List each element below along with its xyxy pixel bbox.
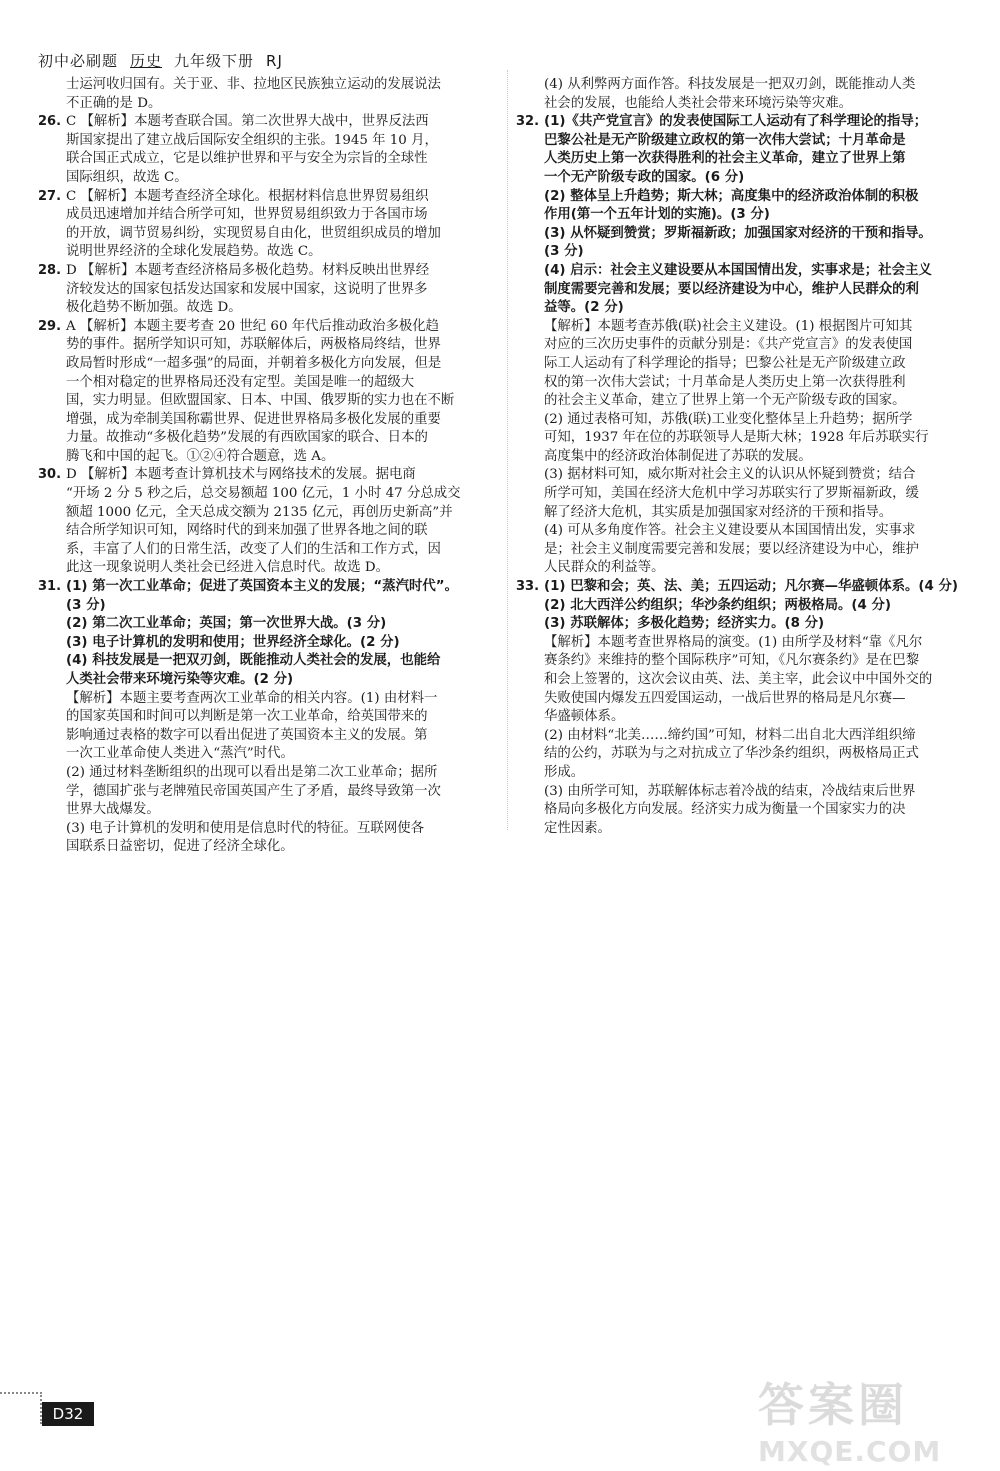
analysis-line: (2) 通过材料垄断组织的出现可以看出是第二次工业革命；据所 xyxy=(66,764,438,780)
analysis-line: 际工人运动有了科学理论的指导；巴黎公社是无产阶级建立政 xyxy=(544,355,906,371)
answer-block xyxy=(544,578,968,634)
analysis-line: 华盛顿体系。 xyxy=(544,709,625,725)
text-line: 济较发达的国家包括发达国家和发展中国家，这说明了世界多 xyxy=(66,281,428,297)
question-item xyxy=(40,466,495,578)
text-line: (4) 从利弊两方面作答。科技发展是一把双刃剑，既能推动人类 xyxy=(544,77,916,92)
answer-line: (1)《共产党宣言》的发表使国际工人运动有了科学理论的指导； xyxy=(544,114,928,130)
answer-line: (1) 第一次工业革命；促进了英国资本主义的发展；“蒸汽时代”。 xyxy=(66,579,458,595)
text-line: 结合所学知识可知，网络时代的到来加强了世界各地之间的联 xyxy=(66,523,428,539)
answer-line: (3) 从怀疑到赞赏；罗斯福新政；加强国家对经济的干预和指导。 xyxy=(544,225,932,241)
corner-dots xyxy=(0,1392,42,1424)
answer-line: 制度需要完善和发展；要以经济建设为中心，维护人民群众的利 xyxy=(544,281,919,297)
analysis-line: 是；社会主义制度需要完善和发展；要以经济建设为中心，维护 xyxy=(544,541,919,557)
answer-line: (2) 第二次工业革命；英国；第一次世界大战。(3 分) xyxy=(66,616,387,632)
question-33 xyxy=(518,578,968,838)
text-line: D 【解析】本题考查计算机技术与网络技术的发展。据电商 xyxy=(66,467,416,483)
watermark-title: 答案圈 xyxy=(758,1378,908,1432)
text-line: 力量。故推动“多极化趋势”发展的有西欧国家的联合、日本的 xyxy=(66,430,428,446)
text-line: 士运河收归国有。关于亚、非、拉地区民族独立运动的发展说法 xyxy=(66,77,441,92)
question-32 xyxy=(518,113,968,578)
text-line: 系，丰富了人们的日常生活，改变了人们的生活和工作方式，因 xyxy=(66,541,441,557)
analysis-line: (3) 据材料可知，威尔斯对社会主义的认识从怀疑到赞赏；结合 xyxy=(544,467,916,483)
text-line: C 【解析】本题考查联合国。第二次世界大战中，世界反法西 xyxy=(66,114,429,130)
text-line: 此这一现象说明人类社会已经进入信息时代。故选 D。 xyxy=(66,560,389,576)
analysis-line: (2) 由材料“北美……缔约国”可知，材料二出自北大西洋组织缔 xyxy=(544,727,916,743)
analysis-line: 的国家英国和时间可以判断是第一次工业革命，给英国带来的 xyxy=(66,709,428,725)
text-line: 国际组织，故选 C。 xyxy=(66,169,188,185)
analysis-line: 定性因素。 xyxy=(544,820,611,836)
question-number: 29. xyxy=(38,318,62,334)
analysis-line: 和会上签署的，这次会议由英、法、美主宰，此会议中中国外交的 xyxy=(544,672,933,687)
question-number: 30. xyxy=(38,467,62,483)
analysis-line: 对应的三次历史事件的贡献分别是：《共产党宣言》的发表使国 xyxy=(544,337,913,353)
edition-label: RJ xyxy=(266,52,283,70)
analysis-block xyxy=(544,634,968,839)
text-line: 政局暂时形成“一超多强”的局面，并朝着多极化方向发展，但是 xyxy=(66,355,442,371)
answer-line: (4) 科技发展是一把双刃剑，既能推动人类社会的发展，也能给 xyxy=(66,653,441,669)
analysis-line: 可知，1937 年在位的苏联领导人是斯大林；1928 年后苏联实行 xyxy=(544,430,929,446)
text-line: A 【解析】本题主要考查 20 世纪 60 年代后推动政治多极化趋 xyxy=(66,318,440,334)
text-line: 不正确的是 D。 xyxy=(66,95,162,111)
question-item xyxy=(40,318,495,467)
analysis-line: 失败使国内爆发五四爱国运动，一战后世界的格局是凡尔赛— xyxy=(544,690,906,706)
analysis-line: 解了经济大危机，其实质是加强国家对经济的干预和指导。 xyxy=(544,504,893,520)
text-line: 社会的发展，也能给人类社会带来环境污染等灾难。 xyxy=(544,95,852,111)
answer-line: (2) 整体呈上升趋势；斯大林；高度集中的经济政治体制的积极 xyxy=(544,188,919,204)
question-item xyxy=(40,188,495,262)
left-column xyxy=(40,76,495,857)
watermark-logo xyxy=(758,1369,978,1468)
analysis-line: 世界大战爆发。 xyxy=(66,802,160,818)
analysis-block xyxy=(66,690,495,857)
text-line: 国，实力明显。但欧盟国家、日本、中国、俄罗斯的实力也在不断 xyxy=(66,393,455,409)
answer-line: 巴黎公社是无产阶级建立政权的第一次伟大尝试；十月革命是 xyxy=(544,132,906,148)
grade-label: 九年级下册 xyxy=(174,52,255,70)
analysis-line: 人民群众的利益等。 xyxy=(544,560,665,576)
answer-line: 作用(第一个五年计划的实施)。(3 分) xyxy=(544,207,770,223)
text-line: 联合国正式成立，它是以维护世界和平与安全为宗旨的全球性 xyxy=(66,151,428,167)
column-divider xyxy=(507,70,509,830)
analysis-line: 所学可知，美国在经济大危机中学习苏联实行了罗斯福新政，缓 xyxy=(544,486,919,502)
analysis-line: (4) 可从多角度作答。社会主义建设要从本国国情出发，实事求 xyxy=(544,523,916,539)
page-header xyxy=(38,50,295,71)
question-item xyxy=(40,262,495,318)
answer-line: (2) 北大西洋公约组织；华沙条约组织；两极格局。(4 分) xyxy=(544,597,892,613)
text-line: D 【解析】本题考查经济格局多极化趋势。材料反映出世界经 xyxy=(66,262,430,278)
text-line: 势的事件。据所学知识可知，苏联解体后，两极格局终结，世界 xyxy=(66,337,441,353)
answer-line: 人类社会带来环境污染等灾难。(2 分) xyxy=(66,672,294,687)
analysis-line: 结的公约，苏联为与之对抗成立了华沙条约组织，两极格局正式 xyxy=(544,746,919,762)
analysis-block xyxy=(544,318,968,578)
carry-over-text xyxy=(40,76,495,113)
analysis-line: (2) 通过表格可知，苏俄(联)工业变化整体呈上升趋势；据所学 xyxy=(544,411,913,427)
text-line: 额超 1000 亿元，全天总成交额为 2135 亿元，再创历史新高”并 xyxy=(66,504,453,520)
text-line: 一个相对稳定的世界格局还没有定型。美国是唯一的超级大 xyxy=(66,374,415,390)
page-number: D32 xyxy=(42,1402,94,1426)
answer-block xyxy=(66,578,495,690)
answer-block xyxy=(544,113,968,318)
watermark-url: MXQE.COM xyxy=(758,1435,942,1468)
text-line: 的开放，调节贸易纠纷，实现贸易自由化，世贸组织成员的增加 xyxy=(66,225,441,241)
answer-line: (3) 电子计算机的发明和使用；世界经济全球化。(2 分) xyxy=(66,634,400,650)
answer-line: 益等。(2 分) xyxy=(544,300,624,316)
analysis-line: 影响通过表格的数字可以看出促进了英国资本主义的发展。第 xyxy=(66,727,428,743)
analysis-line: 高度集中的经济政治体制促进了苏联的发展。 xyxy=(544,448,812,464)
text-line: C 【解析】本题考查经济全球化。根据材料信息世界贸易组织 xyxy=(66,188,429,204)
series-title: 初中必刷题 xyxy=(38,52,119,70)
answer-line: (4) 启示：社会主义建设要从本国国情出发，实事求是；社会主义 xyxy=(544,262,932,278)
text-line: 说明世界经济的全球化发展趋势。故选 C。 xyxy=(66,244,322,260)
question-number: 28. xyxy=(38,262,62,278)
analysis-line: 【解析】本题考查世界格局的演变。(1) 由所学及材料“靠《凡尔 xyxy=(544,634,923,650)
subject-label: 历史 xyxy=(130,52,163,70)
question-31 xyxy=(40,578,495,857)
analysis-line: (3) 由所学可知，苏联解体标志着冷战的结束，冷战结束后世界 xyxy=(544,783,916,799)
analysis-line: 赛条约》来维持的整个国际秩序”可知，《凡尔赛条约》是在巴黎 xyxy=(544,653,920,669)
carry-over-text xyxy=(518,76,968,113)
analysis-line: (3) 电子计算机的发明和使用是信息时代的特征。互联网使各 xyxy=(66,820,424,836)
text-line: 斯国家提出了建立战后国际安全组织的主张。1945 年 10 月， xyxy=(66,132,438,148)
analysis-line: 学，德国扩张与老牌殖民帝国英国产生了矛盾，最终导致第一次 xyxy=(66,783,441,799)
analysis-line: 形成。 xyxy=(544,764,585,780)
question-number: 27. xyxy=(38,188,62,204)
question-number: 32. xyxy=(516,114,540,130)
text-line: 成员迅速增加并结合所学可知，世界贸易组织致力于各国市场 xyxy=(66,207,428,223)
right-column xyxy=(518,76,968,838)
text-line: 腾飞和中国的起飞。①②④符合题意，选 A。 xyxy=(66,448,335,464)
question-number: 33. xyxy=(516,579,540,595)
text-line: 极化趋势不断加强。故选 D。 xyxy=(66,300,242,316)
analysis-line: 【解析】本题考查苏俄(联)社会主义建设。(1) 根据图片可知其 xyxy=(544,318,913,334)
answer-line: 一个无产阶级专政的国家。(6 分) xyxy=(544,169,745,185)
answer-line: (3) 苏联解体；多极化趋势；经济实力。(8 分) xyxy=(544,616,825,632)
question-number: 31. xyxy=(38,579,62,595)
answer-line: (3 分) xyxy=(544,244,584,260)
analysis-line: 国联系日益密切，促进了经济全球化。 xyxy=(66,839,294,855)
answer-line: 人类历史上第一次获得胜利的社会主义革命，建立了世界上第 xyxy=(544,151,906,167)
text-line: “开场 2 分 5 秒之后，总交易额超 100 亿元，1 小时 47 分总成交 xyxy=(66,486,461,502)
question-number: 26. xyxy=(38,114,62,130)
analysis-line: 【解析】本题主要考查两次工业革命的相关内容。(1) 由材料一 xyxy=(66,690,438,706)
question-item xyxy=(40,113,495,187)
analysis-line: 的社会主义革命，建立了世界上第一个无产阶级专政的国家。 xyxy=(544,393,906,409)
analysis-line: 权的第一次伟大尝试；十月革命是人类历史上第一次获得胜利 xyxy=(544,374,906,390)
analysis-line: 格局向多极化方向发展。经济实力成为衡量一个国家实力的决 xyxy=(544,802,906,818)
analysis-line: 一次工业革命使人类进入“蒸汽”时代。 xyxy=(66,746,294,762)
answer-line: (1) 巴黎和会；英、法、美；五四运动；凡尔赛—华盛顿体系。(4 分) xyxy=(544,579,958,595)
text-line: 增强，成为牵制美国称霸世界、促进世界格局多极化发展的重要 xyxy=(66,411,441,427)
answer-line: (3 分) xyxy=(66,597,106,613)
